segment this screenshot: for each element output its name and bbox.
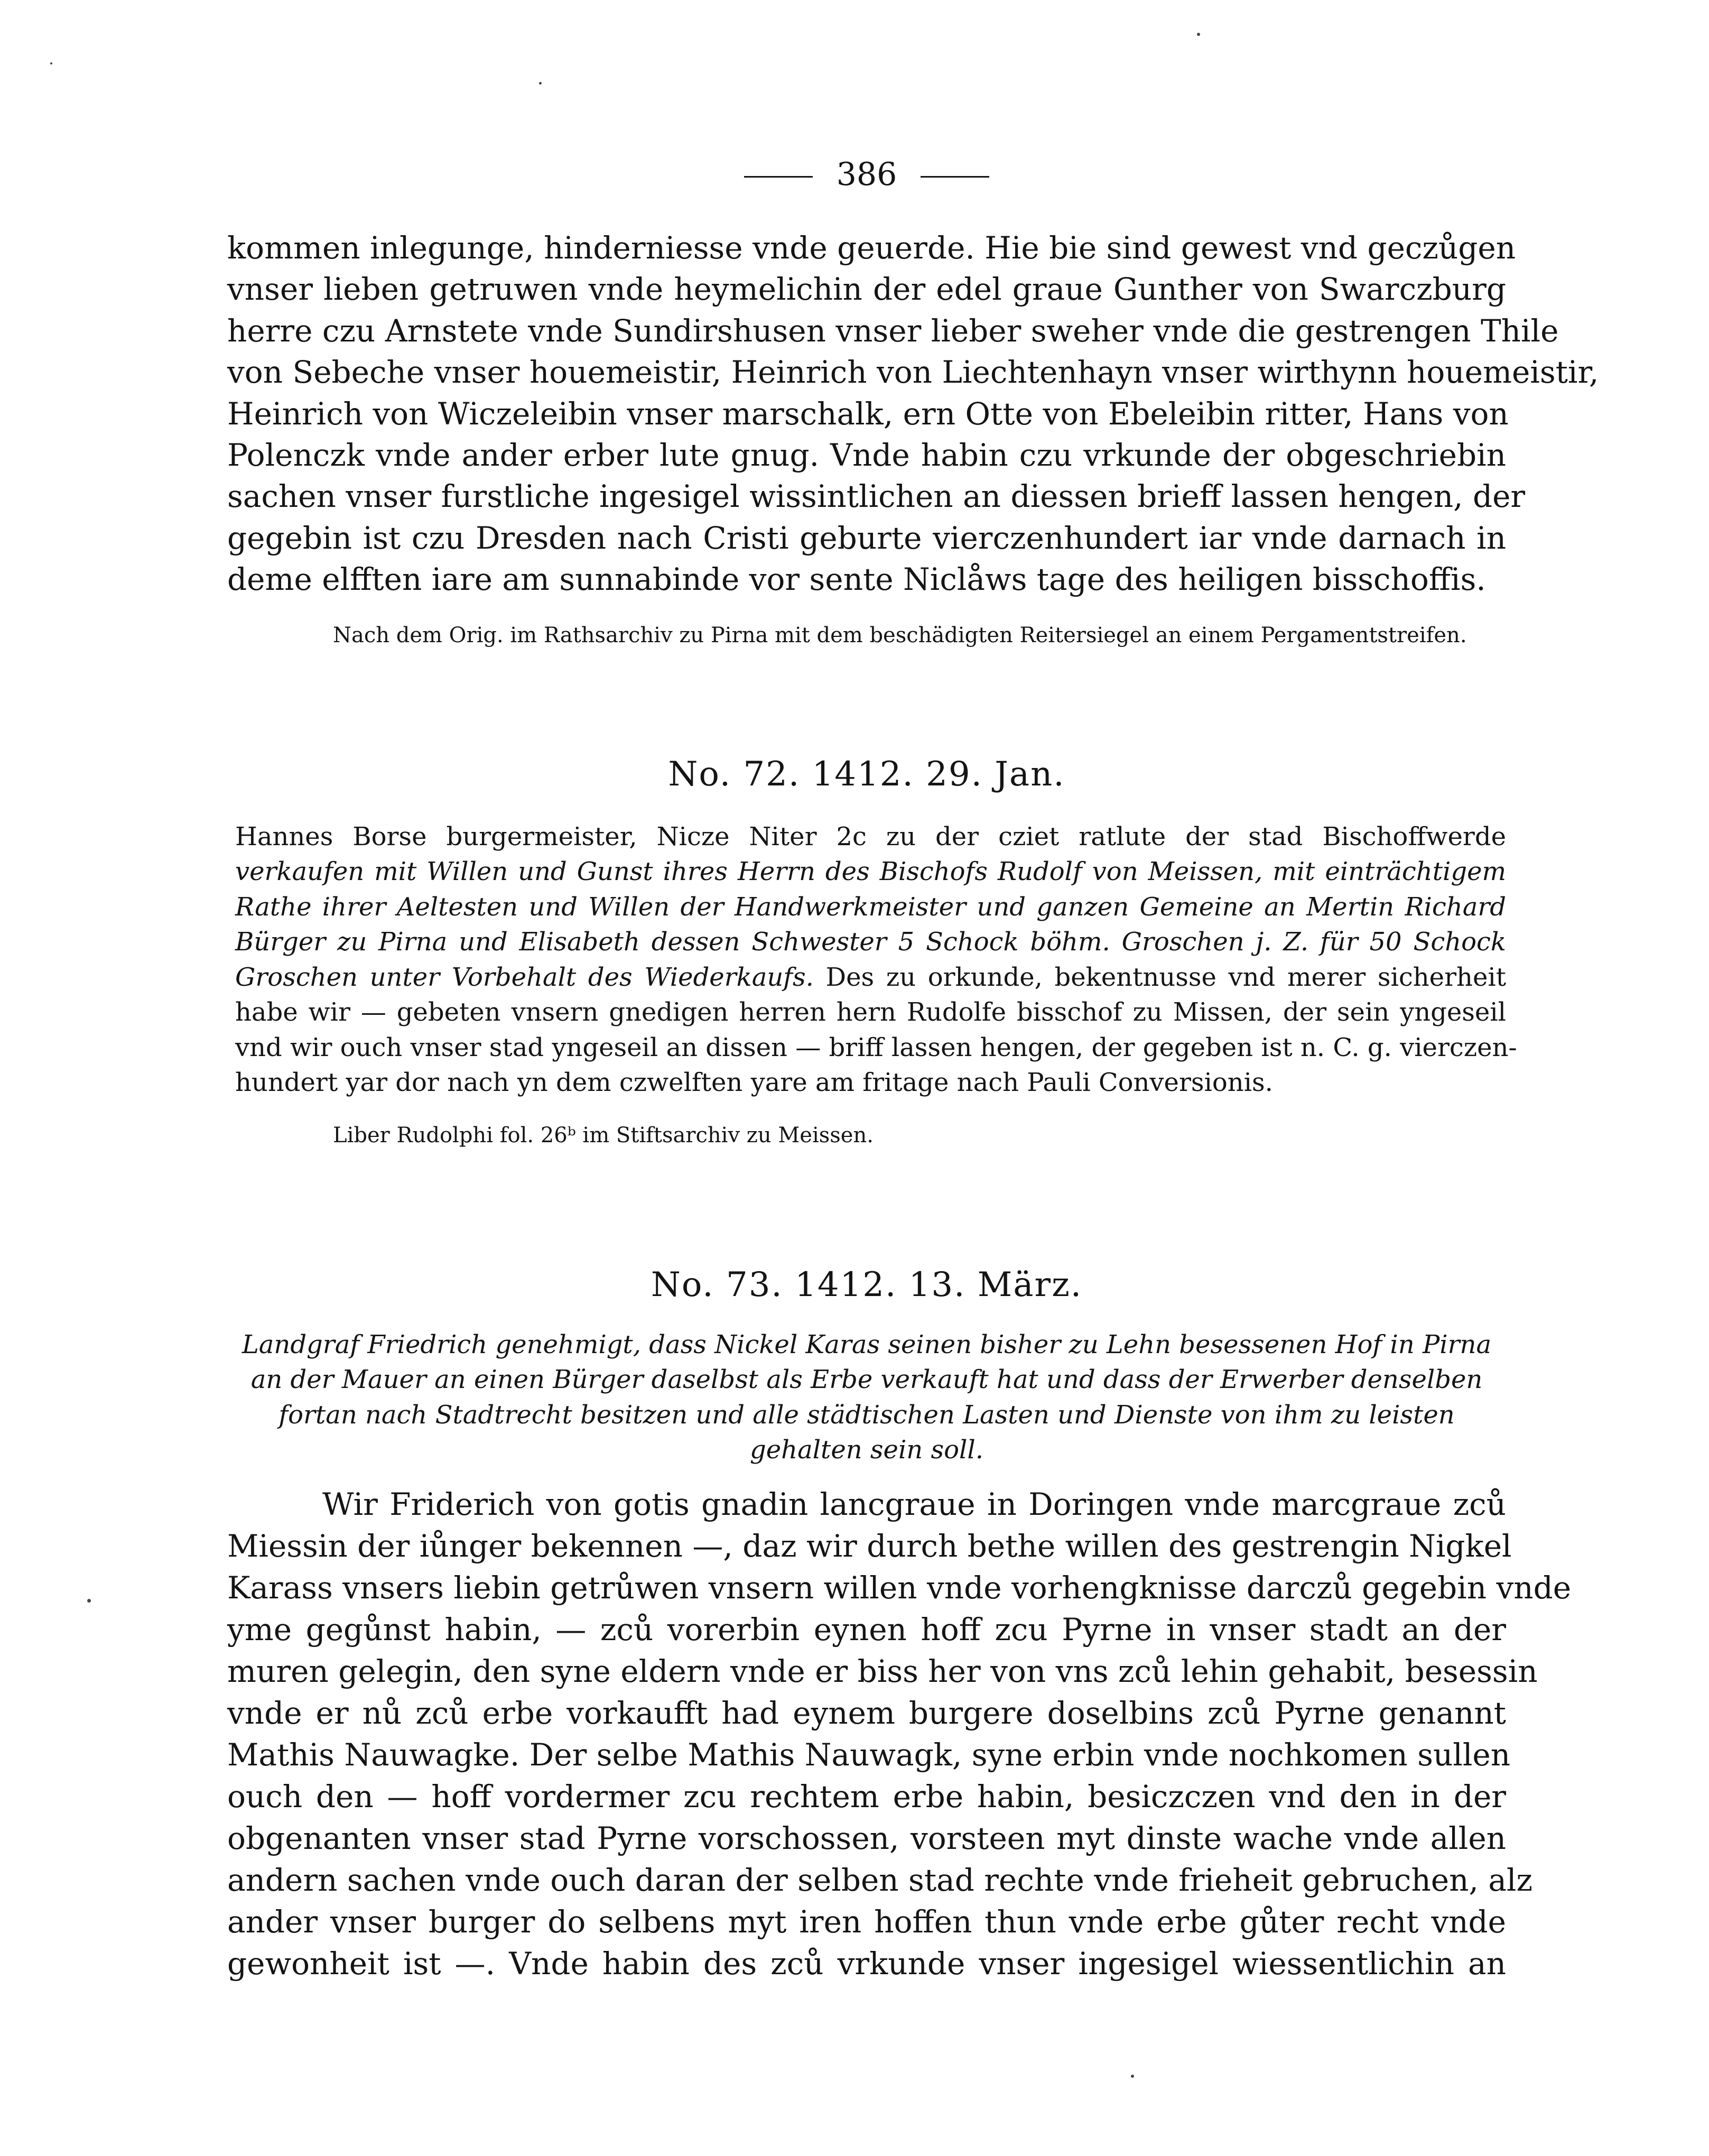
text-line: Rathe ihrer Aeltesten und Willen der Handwerkmeister und ganzen Gemeine an Mertin Richard	[235, 892, 1506, 922]
text-line: herre czu Arnstete vnde Sundirshusen vnser lieber sweher vnde die gestrengen Thile	[227, 312, 1559, 349]
scan-speck	[1197, 33, 1200, 36]
page-number-text: 386	[836, 156, 897, 193]
text-line: ouch den — hoff vordermer zcu rechtem erbe habin, besiczczen vnd den in der	[227, 1778, 1506, 1815]
scan-speck	[539, 82, 542, 85]
text-line: von Sebeche vnser houemeistir, Heinrich von Liechtenhayn vnser wirthynn houemeistir,	[227, 354, 1599, 391]
scan-speck	[1131, 2075, 1134, 2078]
page-number	[227, 153, 1506, 196]
text-line: verkaufen mit Willen und Gunst ihres Herrn des Bischofs Rudolf von Meissen, mit einträchtigem	[235, 857, 1506, 887]
source-note: Liber Rudolphi fol. 26ᵇ im Stiftsarchiv zu Meissen.	[333, 1123, 874, 1148]
scan-speck	[50, 62, 52, 64]
text-line: Karass vnsers liebin getrůwen vnsern willen vnde vorhengknisse darczů gegebin vnde	[227, 1569, 1572, 1606]
text-line: Hannes Borse burgermeister, Nicze Niter 2c zu der cziet ratlute der stad Bischoffwerde	[235, 821, 1506, 852]
text-line: vnde er nů zců erbe vorkaufft had eynem burgere doselbins zců Pyrne genannt	[227, 1695, 1506, 1731]
text-line: sachen vnser furstliche ingesigel wissintlichen an diessen brieff lassen hengen, der	[227, 478, 1526, 515]
text-line: gewonheit ist —. Vnde habin des zců vrkunde vnser ingesigel wiessentlichin an	[227, 1945, 1506, 1982]
text-italic-part: Groschen unter Vorbehalt des Wiederkaufs.	[235, 962, 814, 992]
text-line-mixed	[235, 960, 1506, 995]
text-roman-part: Des zu orkunde, bekentnusse vnd merer sicherheit	[813, 962, 1506, 992]
source-note: Nach dem Orig. im Rathsarchiv zu Pirna mit dem beschädigten Reitersiegel an einem Pergamentstreifen.	[333, 623, 1467, 647]
text-line: vnser lieben getruwen vnde heymelichin der edel graue Gunther von Swarczburg	[227, 271, 1506, 308]
text-line: obgenanten vnser stad Pyrne vorschossen, vorsteen myt dinste wache vnde allen	[227, 1820, 1506, 1856]
text-line: andern sachen vnde ouch daran der selben stad rechte vnde frieheit gebruchen, alz	[227, 1862, 1533, 1898]
continuation-text	[227, 227, 1599, 600]
summary-line: Landgraf Friedrich genehmigt, dass Nickel Karas seinen bisher zu Lehn besessenen Hof in Pirna	[242, 1329, 1492, 1359]
document-73-summary	[227, 1327, 1506, 1468]
document-heading-73: No. 73. 1412. 13. März.	[651, 1265, 1083, 1304]
text-line: hundert yar dor nach yn dem czwelften yare am fritage nach Pauli Conversionis.	[235, 1068, 1273, 1098]
page-number-dash-left	[744, 176, 813, 178]
text-line: muren gelegin, den syne eldern vnde er biss her von vns zců lehin gehabit, besessin	[227, 1653, 1538, 1689]
document-72-text	[227, 819, 1517, 1100]
text-line: Miessin der iůnger bekennen —, daz wir durch bethe willen des gestrengin Nigkel	[227, 1528, 1512, 1564]
text-line: vnd wir ouch vnser stad yngeseil an dissen — briff lassen hengen, der gegeben ist n. C. g. vierczen-	[235, 1032, 1517, 1062]
text-line: kommen inlegunge, hinderniesse vnde geuerde. Hie bie sind gewest vnd geczůgen	[227, 230, 1516, 266]
text-line: gegebin ist czu Dresden nach Cristi geburte vierczenhundert iar vnde darnach in	[227, 520, 1506, 556]
text-line: Mathis Nauwagke. Der selbe Mathis Nauwagk, syne erbin vnde nochkomen sullen	[227, 1736, 1511, 1773]
document-73-text	[227, 1484, 1572, 1985]
text-line: Bürger zu Pirna und Elisabeth dessen Schwester 5 Schock böhm. Groschen j. Z. für 50 Schock	[235, 927, 1506, 957]
text-line: deme elfften iare am sunnabinde vor sente Niclåws tage des heiligen bisschoffis.	[227, 561, 1486, 598]
page-number-dash-right	[921, 176, 989, 178]
text-line: Wir Friderich von gotis gnadin lancgraue in Doringen vnde marcgraue zců	[322, 1486, 1506, 1522]
document-heading-72: No. 72. 1412. 29. Jan.	[668, 754, 1065, 794]
summary-line: gehalten sein soll.	[750, 1435, 983, 1465]
text-line: Polenczk vnde ander erber lute gnug. Vnde habin czu vrkunde der obgeschriebin	[227, 437, 1506, 474]
scan-speck	[87, 1599, 91, 1603]
summary-line: fortan nach Stadtrecht besitzen und alle städtischen Lasten und Dienste von ihm zu leisten	[278, 1400, 1455, 1430]
summary-line: an der Mauer an einen Bürger daselbst als Erbe verkauft hat und dass der Erwerber denselben	[250, 1365, 1483, 1395]
text-line: yme gegůnst habin, — zců vorerbin eynen hoff zcu Pyrne in vnser stadt an der	[227, 1611, 1506, 1648]
page	[227, 153, 1599, 1985]
text-line: Heinrich von Wiczeleibin vnser marschalk, ern Otte von Ebeleibin ritter, Hans von	[227, 395, 1509, 432]
text-line: ander vnser burger do selbens myt iren hoffen thun vnde erbe gůter recht vnde	[227, 1903, 1506, 1940]
text-line: habe wir — gebeten vnsern gnedigen herren hern Rudolfe bisschof zu Missen, der sein yngeseil	[235, 997, 1506, 1028]
